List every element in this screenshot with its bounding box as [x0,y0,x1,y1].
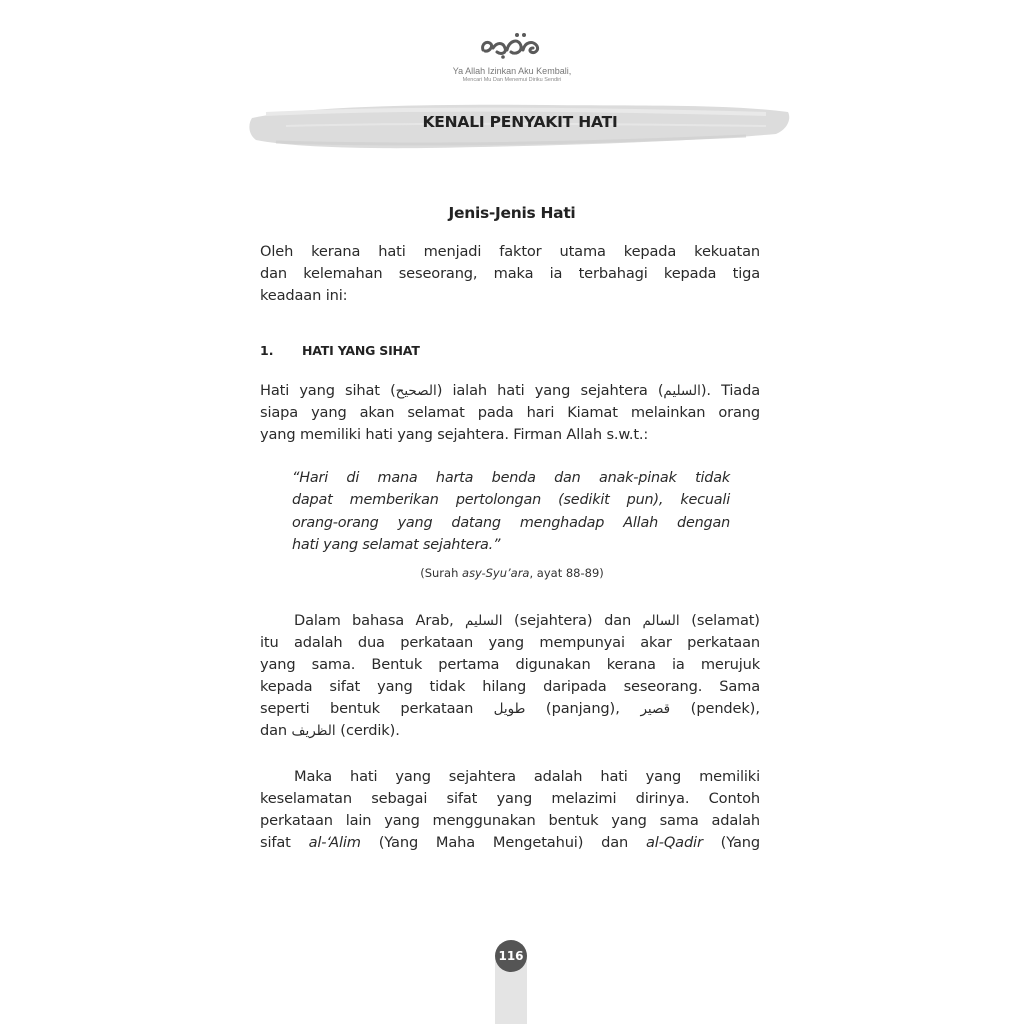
paragraph-line: itu adalah dua perkataan yang mempunyai akar perkataan [260,634,760,651]
quote-line: hati yang selamat sejahtera.” [292,536,501,553]
quote-line: “Hari di mana harta benda dan anak-pinak tidak [292,470,730,486]
text-run: ). Tiada [700,382,761,399]
text-run: Hati yang sihat ( [260,382,396,399]
quote-citation [0,566,1024,580]
book-tagline: Ya Allah Izinkan Aku Kembali, [452,66,572,76]
intro-line: dan kelemahan seseorang, maka ia terbahagi kepada tiga [260,265,760,282]
paragraph-line: keselamatan sebagai sifat yang melazimi dirinya. Contoh [260,790,760,807]
paragraph-line [260,832,760,854]
text-run: (sejahtera) dan [502,612,643,629]
quote-line: dapat memberikan pertolongan (sedikit pun), kecuali [292,492,730,509]
arabic-term: الصحيح [395,383,437,399]
book-subtagline: Mencari Mu Dan Menemui Diriku Sendiri [462,77,562,83]
arabic-term: طويل [493,701,526,717]
paragraph-line: perkataan lain yang menggunakan bentuk yang sama adalah [260,812,760,829]
text-run: seperti bentuk perkataan [260,700,494,717]
book-logo [0,30,1024,64]
page-number: 116 [495,940,527,972]
text-run: (cerdik). [335,722,400,739]
chapter-banner [246,96,794,156]
text-run: ) ialah hati yang sejahtera ( [436,382,664,399]
paragraph-line: yang sama. Bentuk pertama digunakan kerana ia merujuk [260,656,760,673]
arabic-term: الظريف [291,723,336,739]
chapter-title: KENALI PENYAKIT HATI [422,113,618,131]
arabic-term: السالم [642,613,680,629]
sihat-line [260,380,760,402]
intro-line: Oleh kerana hati menjadi faktor utama kepada kekuatan [260,243,760,260]
paragraph-line [260,610,760,632]
text-run: , ayat 88-89) [529,566,604,580]
arabic-forms-paragraph [260,610,760,742]
text-run: (Yang [702,834,760,851]
text-run: (Surah [420,566,463,580]
divine-name: al-‘Alim [308,834,361,851]
intro-line: keadaan ini: [260,287,348,304]
sihat-paragraph [260,380,760,446]
text-run: (Yang Maha Mengetahui) dan [360,834,646,851]
sejahtera-paragraph [260,766,760,854]
arabic-term: قصير [640,701,671,717]
sihat-line: siapa yang akan selamat pada hari Kiamat melainkan orang [260,404,760,421]
text-run: (pendek), [670,700,760,717]
intro-paragraph [260,241,760,307]
item-title: HATI YANG SIHAT [302,343,420,358]
text-run: (panjang), [525,700,641,717]
text-run: Dalam bahasa Arab, [294,612,466,629]
quran-quote [292,467,730,556]
arabic-term: السليم [663,383,701,399]
text-run: (selamat) [679,612,760,629]
item-number: 1. [260,343,274,358]
sihat-line: yang memiliki hati yang sejahtera. Firman Allah s.w.t.: [260,426,649,443]
text-run: sifat [260,834,309,851]
calligraphy-logo-icon [477,30,547,60]
arabic-term: السليم [465,613,503,629]
quote-line: orang-orang yang datang menghadap Allah dengan [292,514,730,531]
paragraph-line [260,720,760,742]
paragraph-line [260,698,760,720]
text-run: dan [260,722,292,739]
divine-name: al-Qadir [646,834,703,851]
section-heading: Jenis-Jenis Hati [448,204,576,222]
paragraph-line: kepada sifat yang tidak hilang daripada seseorang. Sama [260,678,760,695]
surah-name: asy-Syu’ara [462,566,530,580]
paragraph-line: Maka hati yang sejahtera adalah hati yang memiliki [294,768,760,785]
